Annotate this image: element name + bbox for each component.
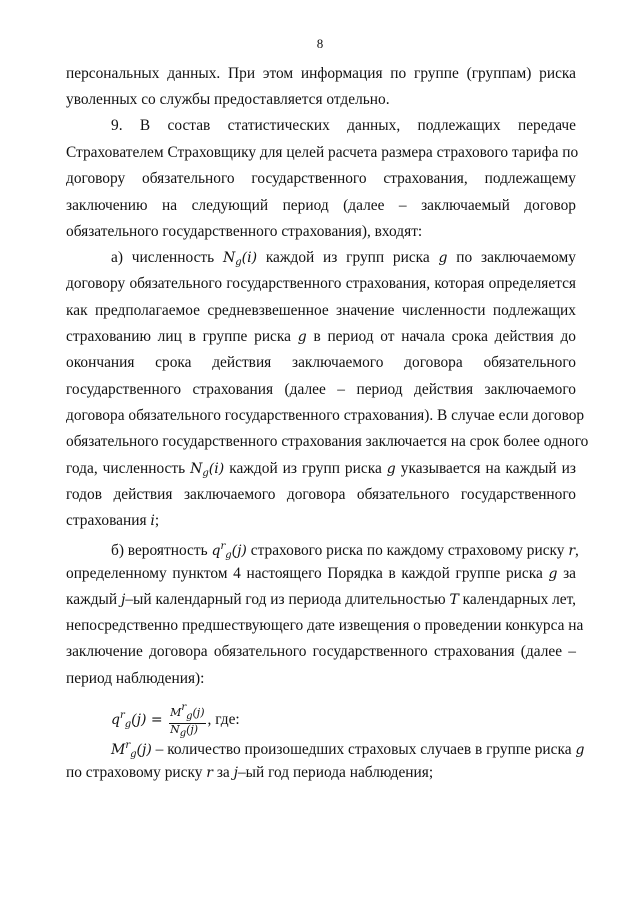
math-r: r (568, 543, 576, 559)
math-arg: (j) (186, 723, 199, 736)
math-subscript: g (225, 550, 232, 561)
math-symbol: N (170, 723, 180, 736)
text-line: заключению на следующий период (далее – заключаемый договор (66, 197, 576, 214)
text-fragment: каждой из групп риска (229, 460, 382, 477)
text-fragment: , (575, 542, 579, 559)
text-line: как предполагаемое средневзвешенное значение численности подлежащих (66, 302, 576, 319)
text-line: обязательного государственного страхования), входят: (66, 223, 423, 240)
text-line: 9. В состав статистических данных, подлежащих передаче (111, 117, 576, 134)
math-symbol: N (190, 461, 203, 477)
math-subscript: g (235, 257, 242, 268)
math-M-g-r-j (111, 742, 152, 758)
text-line (66, 590, 576, 610)
math-superscript: r (119, 710, 125, 721)
text-fragment: страхования (66, 512, 147, 529)
math-subscript: g (179, 728, 187, 739)
text-fragment: б) вероятность (111, 542, 208, 559)
text-line (111, 248, 576, 273)
text-line: персональных данных. При этом информация по группе (группам) риска (66, 65, 576, 82)
math-i: i (150, 513, 155, 529)
math-symbol: q (111, 712, 120, 728)
text-fragment: каждой из групп риска (265, 249, 430, 266)
text-line: договору обязательного государственного страхования, подлежащему (66, 170, 576, 187)
text-line: Страхователем Страховщику для целей расчета размера страхового тарифа по (66, 144, 579, 161)
math-j-with-suffix (234, 764, 433, 781)
text-fragment: по заключаемому (456, 249, 576, 266)
text-fragment: указывается на каждый из (400, 460, 576, 477)
math-superscript: r (125, 740, 131, 751)
fraction-numerator (169, 702, 205, 724)
math-arg: (j) (136, 742, 152, 758)
text-fragment: календарных лет, (462, 591, 577, 608)
text-fragment: –ый год периода наблюдения; (237, 764, 434, 781)
math-N-g-i (190, 461, 224, 477)
text-fragment: определенному пунктом 4 настоящего Порядка в каждой группе риска (66, 565, 543, 582)
math-subscript: g (186, 711, 193, 722)
math-j-with-suffix (121, 591, 446, 608)
page-number: 8 (316, 36, 324, 51)
text-line: договору обязательного государственного страхования, которая определяется (66, 275, 576, 292)
math-q-g-r-j (211, 543, 246, 559)
math-symbol: M (111, 742, 126, 758)
text-fragment: страхового риска по каждому страховому риску (250, 542, 565, 559)
text-fragment: – количество произошедших страховых случаев в группе риска (155, 741, 572, 758)
text-fragment: в период от начала срока действия до (313, 328, 576, 345)
formula-q-g-r-j (111, 712, 167, 728)
text-line: окончания срока действия заключаемого договора обязательного (66, 354, 576, 371)
math-symbol: N (222, 250, 236, 266)
math-T: T (449, 592, 459, 608)
text-line: период наблюдения): (66, 670, 205, 687)
math-r: r (206, 765, 213, 781)
formula-line (111, 702, 576, 740)
text-fragment: года, численность (66, 460, 186, 477)
text-line: обязательного государственного страхования заключается на срок более одного (66, 433, 589, 450)
text-line (111, 736, 585, 765)
math-g: g (297, 329, 307, 345)
text-line: заключение договора обязательного государственного страхования (далее – (66, 643, 576, 660)
text-fragment: а) численность (111, 249, 215, 266)
math-arg: (j) (131, 712, 147, 728)
text-line (66, 511, 576, 531)
text-line: непосредственно предшествующего дате извещения о проведении конкурса на (66, 617, 584, 634)
math-arg: (j) (231, 543, 247, 559)
text-fragment: ; (154, 512, 160, 529)
formula-fraction (169, 702, 205, 740)
math-superscript: r (220, 541, 226, 552)
math-arg: (i) (208, 461, 225, 477)
text-fragment: за (216, 764, 230, 781)
text-line: годов действия заключаемого договора обязательного государственного (66, 486, 576, 503)
text-fragment: каждый (66, 591, 118, 608)
text-fragment: страхованию лиц в группе риска (66, 328, 291, 345)
math-subscript: g (124, 719, 132, 730)
text-line: уволенных со службы предоставляется отдельно. (66, 91, 390, 108)
math-j: j (120, 592, 126, 608)
math-g: g (575, 742, 585, 758)
text-line (66, 459, 576, 484)
math-arg: (j) (192, 706, 205, 719)
math-subscript: g (202, 468, 209, 479)
math-symbol: q (211, 543, 221, 559)
math-symbol: M (170, 706, 182, 719)
text-line (66, 763, 576, 783)
math-g: g (438, 250, 448, 266)
text-fragment: по страховому риску (66, 764, 203, 781)
math-equals: = (146, 712, 168, 728)
math-r-with-comma (568, 542, 579, 559)
text-fragment: за (563, 565, 576, 582)
text-line: договора обязательного государственного страхования). В случае если договор (66, 407, 585, 424)
text-line: государственного страхования (далее – период действия заключаемого (66, 381, 576, 398)
text-line (66, 564, 576, 584)
math-subscript: g (130, 749, 137, 760)
math-arg: (i) (241, 250, 258, 266)
math-superscript: r (181, 702, 187, 713)
text-fragment: –ый календарный год из периода длительностью (125, 591, 446, 608)
math-g: g (548, 566, 558, 582)
text-line (111, 537, 579, 566)
text-fragment: , где: (207, 711, 240, 728)
math-j: j (233, 765, 238, 781)
math-g: g (386, 461, 396, 477)
math-N-g-i (223, 250, 257, 266)
text-line (66, 327, 576, 347)
